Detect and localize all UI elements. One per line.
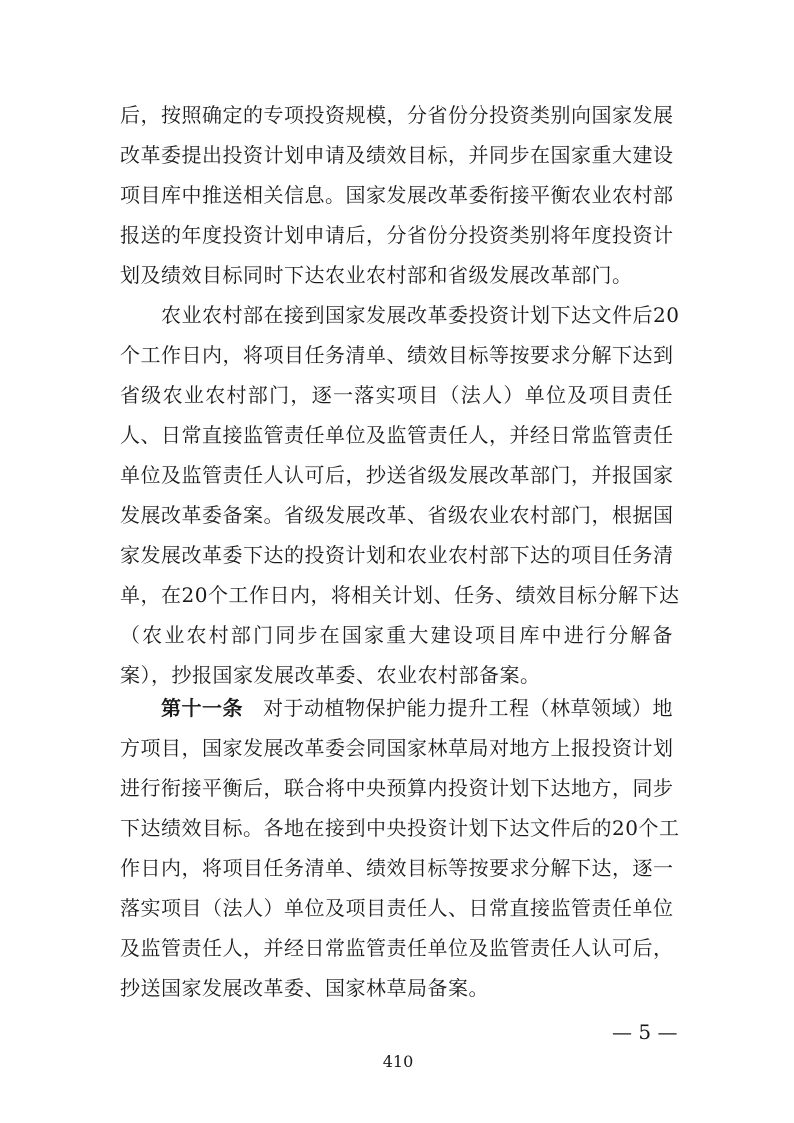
text-line: 方项目，国家发展改革委会同国家林草局对地方上报投资计划 bbox=[120, 736, 674, 760]
text-line: 项目库中推送相关信息。国家发展改革委衔接平衡农业农村部 bbox=[120, 183, 674, 207]
text-line: 落实项目（法人）单位及项目责任人、日常直接监管责任单位 bbox=[120, 896, 674, 920]
text-line: 划及绩效目标同时下达农业农村部和省级发展改革部门。 bbox=[120, 263, 633, 287]
text-line: 省级农业农村部门，逐一落实项目（法人）单位及项目责任 bbox=[120, 383, 673, 407]
text-line: 下达绩效目标。各地在接到中央投资计划下达文件后的20个工 bbox=[120, 816, 680, 840]
article-text: 对于动植物保护能力提升工程（林草领域）地 bbox=[263, 696, 673, 720]
text-line: 发展改革委备案。省级发展改革、省级农业农村部门，根据国 bbox=[120, 503, 674, 527]
text-line: 案），抄报国家发展改革委、农业农村部备案。 bbox=[120, 663, 541, 687]
article-number: 第十一条 bbox=[161, 696, 243, 720]
archive-number: 410 bbox=[382, 1052, 414, 1071]
text-line: 进行衔接平衡后，联合将中央预算内投资计划下达地方，同步 bbox=[120, 776, 674, 800]
text-line: 及监管责任人，并经日常监管责任单位及监管责任人认可后， bbox=[120, 936, 674, 960]
text-line: 人、日常直接监管责任单位及监管责任人，并经日常监管责任 bbox=[120, 423, 674, 447]
text-line: 单，在20个工作日内，将相关计划、任务、绩效目标分解下达 bbox=[120, 583, 680, 607]
text-line: 个工作日内，将项目任务清单、绩效目标等按要求分解下达到 bbox=[120, 343, 674, 367]
text-line: 抄送国家发展改革委、国家林草局备案。 bbox=[120, 976, 489, 1000]
text-line: 改革委提出投资计划申请及绩效目标，并同步在国家重大建设 bbox=[120, 143, 674, 167]
text-line: 作日内，将项目任务清单、绩效目标等按要求分解下达，逐一 bbox=[120, 856, 674, 880]
text-line: 家发展改革委下达的投资计划和农业农村部下达的项目任务清 bbox=[120, 543, 674, 567]
text-line: 单位及监管责任人认可后，抄送省级发展改革部门，并报国家 bbox=[120, 463, 674, 487]
page-number: — 5 — bbox=[612, 1020, 678, 1044]
article-first-line bbox=[161, 688, 673, 728]
text-line: 报送的年度投资计划申请后，分省份分投资类别将年度投资计 bbox=[120, 223, 674, 247]
text-line: 后，按照确定的专项投资规模，分省份分投资类别向国家发展 bbox=[120, 103, 674, 127]
text-line: 农业农村部在接到国家发展改革委投资计划下达文件后20 bbox=[161, 303, 680, 327]
text-line: （农业农村部门同步在国家重大建设项目库中进行分解备 bbox=[120, 623, 673, 647]
